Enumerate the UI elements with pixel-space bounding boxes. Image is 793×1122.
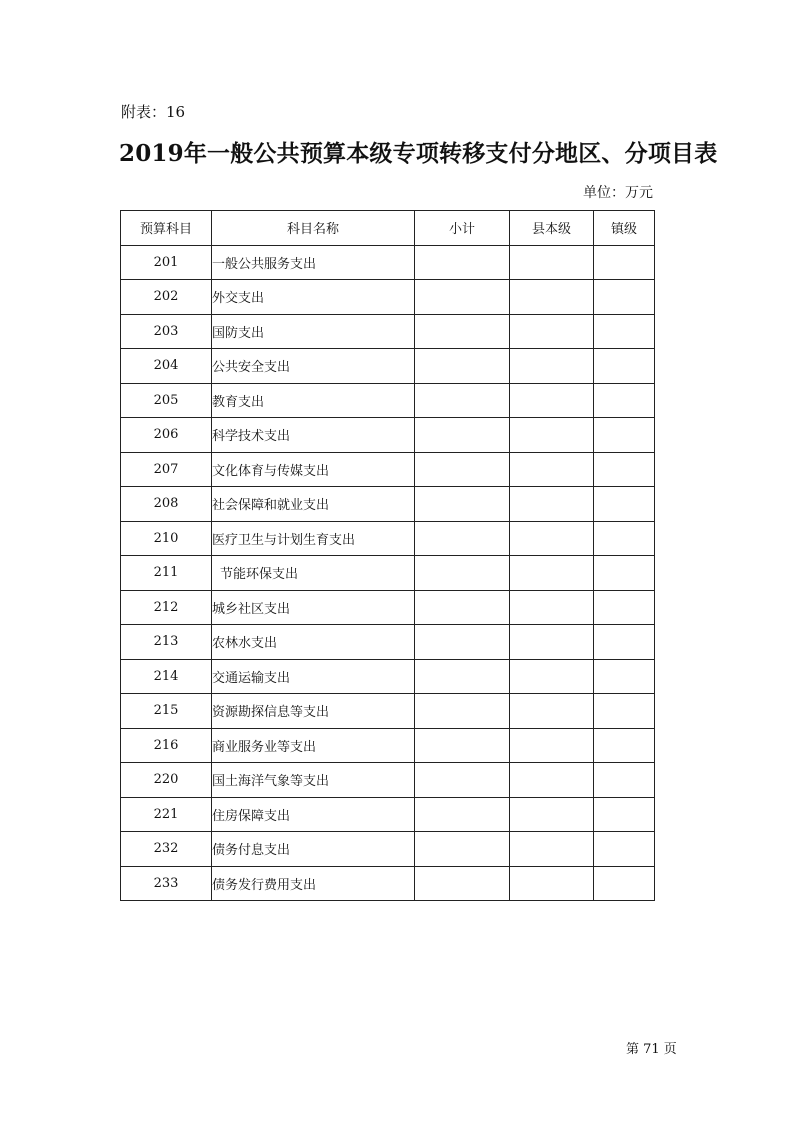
subtotal-cell <box>415 728 510 763</box>
town-level-cell <box>594 418 655 453</box>
column-header-county-level: 县本级 <box>510 211 594 246</box>
town-level-cell <box>594 280 655 315</box>
table-row <box>121 280 655 315</box>
table-row <box>121 349 655 384</box>
budget-code-cell: 232 <box>121 832 212 867</box>
table-row <box>121 590 655 625</box>
attachment-label: 附表：16 <box>121 103 186 121</box>
table-row <box>121 556 655 591</box>
subtotal-cell <box>415 245 510 280</box>
table-row <box>121 452 655 487</box>
item-name-cell: 城乡社区支出 <box>212 590 415 625</box>
item-name-cell: 教育支出 <box>212 383 415 418</box>
table-row <box>121 659 655 694</box>
town-level-cell <box>594 556 655 591</box>
subtotal-cell <box>415 487 510 522</box>
town-level-cell <box>594 245 655 280</box>
unit-label: 单位：万元 <box>583 185 653 201</box>
budget-code-cell: 204 <box>121 349 212 384</box>
table-row <box>121 866 655 901</box>
item-name-cell: 节能环保支出 <box>212 556 415 591</box>
county-level-cell <box>510 245 594 280</box>
item-name-cell: 公共安全支出 <box>212 349 415 384</box>
county-level-cell <box>510 383 594 418</box>
item-name-cell: 社会保障和就业支出 <box>212 487 415 522</box>
budget-code-cell: 215 <box>121 694 212 729</box>
subtotal-cell <box>415 314 510 349</box>
county-level-cell <box>510 314 594 349</box>
table-row <box>121 245 655 280</box>
table-row <box>121 521 655 556</box>
budget-code-cell: 210 <box>121 521 212 556</box>
town-level-cell <box>594 866 655 901</box>
subtotal-cell <box>415 694 510 729</box>
budget-code-cell: 205 <box>121 383 212 418</box>
page-number: 第 71 页 <box>626 1042 677 1057</box>
budget-code-cell: 214 <box>121 659 212 694</box>
county-level-cell <box>510 487 594 522</box>
budget-code-cell: 212 <box>121 590 212 625</box>
town-level-cell <box>594 349 655 384</box>
subtotal-cell <box>415 521 510 556</box>
budget-code-cell: 208 <box>121 487 212 522</box>
budget-table <box>120 210 655 901</box>
subtotal-cell <box>415 452 510 487</box>
subtotal-cell <box>415 590 510 625</box>
budget-code-cell: 203 <box>121 314 212 349</box>
town-level-cell <box>594 694 655 729</box>
table-row <box>121 314 655 349</box>
column-header-subtotal: 小计 <box>415 211 510 246</box>
county-level-cell <box>510 763 594 798</box>
item-name-cell: 资源勘探信息等支出 <box>212 694 415 729</box>
table-row <box>121 728 655 763</box>
column-header-town-level: 镇级 <box>594 211 655 246</box>
town-level-cell <box>594 452 655 487</box>
county-level-cell <box>510 418 594 453</box>
county-level-cell <box>510 521 594 556</box>
county-level-cell <box>510 349 594 384</box>
town-level-cell <box>594 625 655 660</box>
budget-code-cell: 207 <box>121 452 212 487</box>
table-row <box>121 832 655 867</box>
subtotal-cell <box>415 349 510 384</box>
town-level-cell <box>594 590 655 625</box>
table-row <box>121 418 655 453</box>
item-name-cell: 商业服务业等支出 <box>212 728 415 763</box>
item-name-cell: 国土海洋气象等支出 <box>212 763 415 798</box>
county-level-cell <box>510 866 594 901</box>
budget-code-cell: 211 <box>121 556 212 591</box>
county-level-cell <box>510 797 594 832</box>
column-header-budget-code: 预算科目 <box>121 211 212 246</box>
table-row <box>121 487 655 522</box>
town-level-cell <box>594 659 655 694</box>
item-name-cell: 科学技术支出 <box>212 418 415 453</box>
county-level-cell <box>510 728 594 763</box>
item-name-cell: 外交支出 <box>212 280 415 315</box>
town-level-cell <box>594 797 655 832</box>
subtotal-cell <box>415 383 510 418</box>
item-name-cell: 交通运输支出 <box>212 659 415 694</box>
item-name-cell: 文化体育与传媒支出 <box>212 452 415 487</box>
item-name-cell: 债务发行费用支出 <box>212 866 415 901</box>
budget-code-cell: 221 <box>121 797 212 832</box>
subtotal-cell <box>415 832 510 867</box>
county-level-cell <box>510 659 594 694</box>
town-level-cell <box>594 728 655 763</box>
budget-code-cell: 201 <box>121 245 212 280</box>
subtotal-cell <box>415 418 510 453</box>
item-name-cell: 一般公共服务支出 <box>212 245 415 280</box>
town-level-cell <box>594 763 655 798</box>
budget-code-cell: 216 <box>121 728 212 763</box>
budget-code-cell: 233 <box>121 866 212 901</box>
budget-code-cell: 213 <box>121 625 212 660</box>
table-row <box>121 694 655 729</box>
county-level-cell <box>510 625 594 660</box>
subtotal-cell <box>415 625 510 660</box>
item-name-cell: 农林水支出 <box>212 625 415 660</box>
table-row <box>121 797 655 832</box>
column-header-item-name: 科目名称 <box>212 211 415 246</box>
town-level-cell <box>594 521 655 556</box>
page-title: 2019年一般公共预算本级专项转移支付分地区、分项目表 <box>119 140 718 167</box>
budget-code-cell: 206 <box>121 418 212 453</box>
table-row <box>121 625 655 660</box>
subtotal-cell <box>415 797 510 832</box>
town-level-cell <box>594 383 655 418</box>
subtotal-cell <box>415 280 510 315</box>
budget-code-cell: 202 <box>121 280 212 315</box>
county-level-cell <box>510 556 594 591</box>
county-level-cell <box>510 590 594 625</box>
item-name-cell: 债务付息支出 <box>212 832 415 867</box>
subtotal-cell <box>415 556 510 591</box>
subtotal-cell <box>415 659 510 694</box>
budget-code-cell: 220 <box>121 763 212 798</box>
county-level-cell <box>510 280 594 315</box>
subtotal-cell <box>415 866 510 901</box>
subtotal-cell <box>415 763 510 798</box>
county-level-cell <box>510 452 594 487</box>
item-name-cell: 医疗卫生与计划生育支出 <box>212 521 415 556</box>
town-level-cell <box>594 314 655 349</box>
town-level-cell <box>594 487 655 522</box>
county-level-cell <box>510 832 594 867</box>
town-level-cell <box>594 832 655 867</box>
item-name-cell: 国防支出 <box>212 314 415 349</box>
table-row <box>121 763 655 798</box>
table-header-row <box>121 211 655 246</box>
county-level-cell <box>510 694 594 729</box>
table-row <box>121 383 655 418</box>
item-name-cell: 住房保障支出 <box>212 797 415 832</box>
